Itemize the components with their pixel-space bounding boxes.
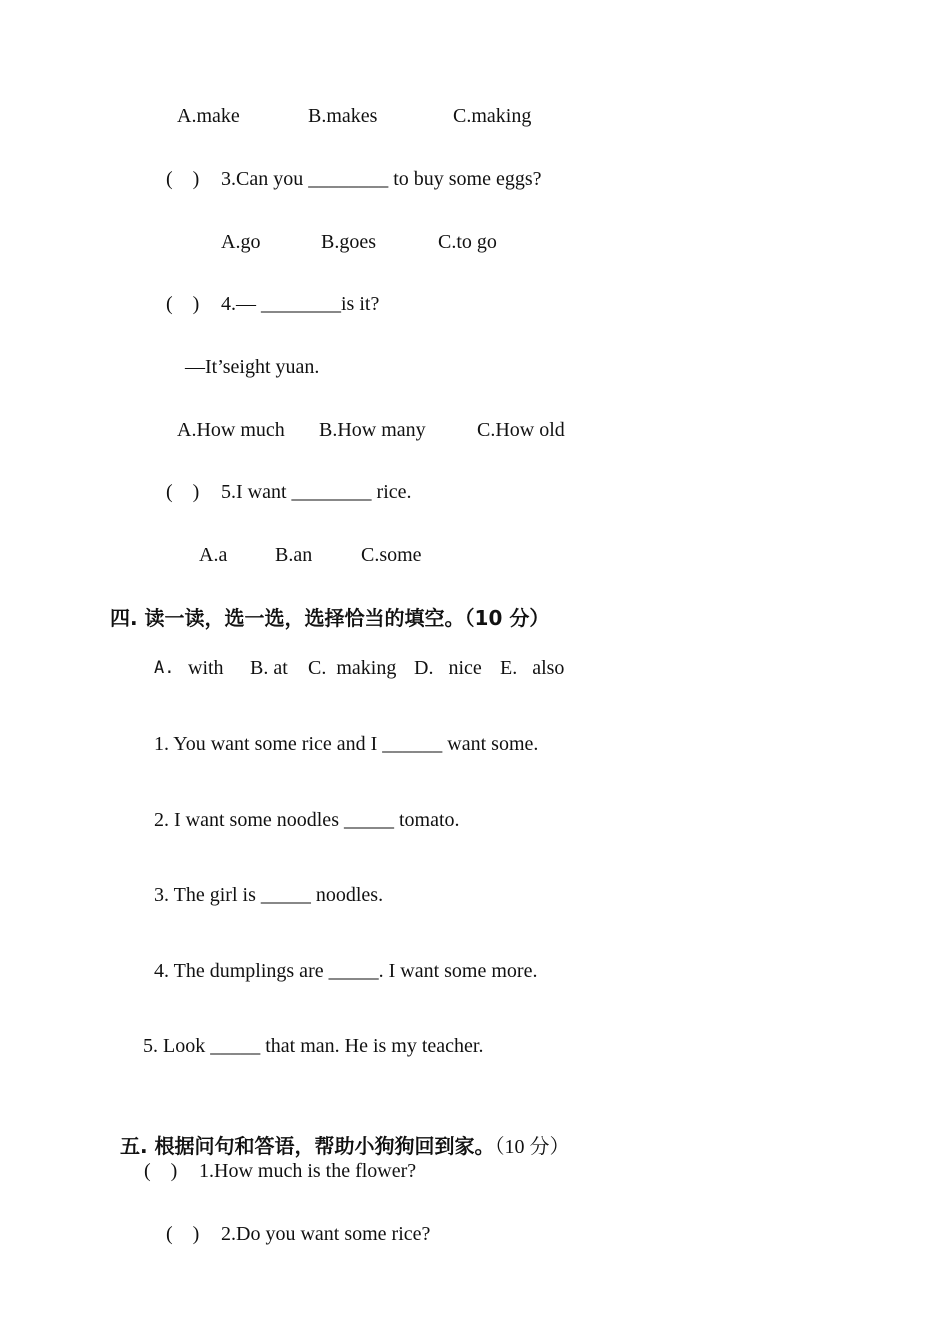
q5-bracket[interactable]: ( ) bbox=[166, 481, 200, 503]
q5-question: 5.I want ________ rice. bbox=[221, 481, 412, 503]
section5-score: （10 分） bbox=[494, 1136, 570, 1158]
wordbank-a: with bbox=[188, 657, 224, 679]
q3-option-b: B.goes bbox=[321, 231, 376, 253]
wordbank-e: E. also bbox=[500, 657, 565, 679]
section4-item-2: 2. I want some noodles _____ tomato. bbox=[154, 809, 460, 831]
q3-option-a: A.go bbox=[221, 231, 261, 253]
wordbank-d: D. nice bbox=[414, 657, 482, 679]
q2-option-b: B.makes bbox=[308, 105, 378, 127]
wordbank-a-label: A. bbox=[154, 658, 175, 678]
q3-question: 3.Can you ________ to buy some eggs? bbox=[221, 168, 542, 190]
q4-option-b: B.How many bbox=[319, 419, 426, 441]
q5-option-b: B.an bbox=[275, 544, 313, 566]
section5-item-2-bracket[interactable]: ( ) bbox=[166, 1223, 200, 1245]
q4-bracket[interactable]: ( ) bbox=[166, 293, 200, 315]
q3-option-c: C.to go bbox=[438, 231, 497, 253]
section4-item-3: 3. The girl is _____ noodles. bbox=[154, 884, 384, 906]
q4-option-a: A.How much bbox=[177, 419, 285, 441]
wordbank-c: C. making bbox=[308, 657, 397, 679]
section5-item-1-bracket[interactable]: ( ) bbox=[144, 1160, 178, 1182]
section5-item-2: 2.Do you want some rice? bbox=[221, 1223, 431, 1245]
q5-option-a: A.a bbox=[199, 544, 228, 566]
wordbank-b: B. at bbox=[250, 657, 288, 679]
section4-item-1: 1. You want some rice and I ______ want some. bbox=[154, 733, 539, 755]
section4-title: 四. 读一读，选一选，选择恰当的填空。（10 分） bbox=[110, 606, 550, 630]
q4-question: 4.— ________is it? bbox=[221, 293, 380, 315]
section5-heading bbox=[110, 1110, 570, 1159]
q2-option-c: C.making bbox=[453, 105, 532, 127]
section5-title: 五. 根据问句和答语，帮助小狗狗回到家。 bbox=[120, 1134, 495, 1158]
section4-item-4: 4. The dumplings are _____. I want some more. bbox=[154, 960, 538, 982]
section4-item-5: 5. Look _____ that man. He is my teacher. bbox=[143, 1035, 484, 1057]
q5-option-c: C.some bbox=[361, 544, 422, 566]
q4-answer: —It’seight yuan. bbox=[185, 356, 320, 378]
q2-option-a: A.make bbox=[177, 105, 240, 127]
q4-option-c: C.How old bbox=[477, 419, 565, 441]
q3-bracket[interactable]: ( ) bbox=[166, 168, 200, 190]
section5-item-1: 1.How much is the flower? bbox=[199, 1160, 417, 1182]
